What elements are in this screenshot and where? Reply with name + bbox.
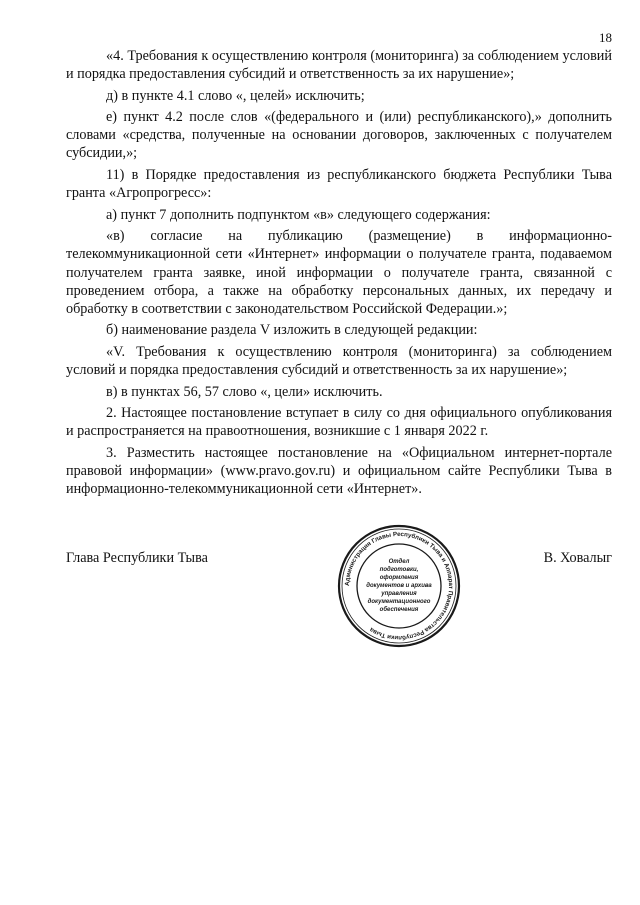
- paragraph: е) пункт 4.2 после слов «(федерального и (или) республиканского),» дополнить словами «средства, полученные на основании договоров, заключенных с получателем субсидии,»;: [66, 109, 612, 162]
- paragraph: «4. Требования к осуществлению контроля (мониторинга) за соблюдением условий и порядка предоставления субсидий и ответственность за их нарушение»;: [66, 48, 612, 83]
- paragraph: «в) согласие на публикацию (размещение) в информационно-телекоммуникационной сети «Интернет» информации о получателе гранта, подаваемом получателем гранта заявке, иной информации о получателе гранта, связанной с проведением отбора, а также на обработку персональных данных, их передачу и обработку в соответствии с законодательством Российской Федерации.»;: [66, 228, 612, 317]
- stamp-line: оформления: [379, 575, 419, 581]
- document-body: [66, 47, 612, 502]
- paragraph: а) пункт 7 дополнить подпунктом «в» следующего содержания:: [106, 206, 491, 223]
- stamp-line: управления: [381, 591, 417, 597]
- official-stamp-icon: [336, 523, 462, 649]
- stamp-outer-text: Администрация Главы Республики Тыва и Аппарат Правительства Республики Тыва: [343, 530, 455, 642]
- paragraph: 11) в Порядке предоставления из республиканского бюджета Республики Тыва гранта «Агропрогресс»:: [66, 167, 612, 202]
- signatory-position: Глава Республики Тыва: [66, 550, 208, 566]
- paragraph: 3. Разместить настоящее постановление на «Официальном интернет-портале правовой информации» (www.pravo.gov.ru) и официальном сайте Республики Тыва в информационно-телекоммуникационной сети «Интернет».: [66, 444, 612, 498]
- paragraph: в) в пунктах 56, 57 слово «, цели» исключить.: [106, 383, 383, 400]
- stamp-line: документационного: [367, 599, 431, 605]
- paragraph: 2. Настоящее постановление вступает в силу со дня официального опубликования и распространяется на правоотношения, возникшие с 1 января 2022 г.: [66, 405, 612, 440]
- paragraph: б) наименование раздела V изложить в следующей редакции:: [106, 322, 478, 339]
- stamp-line: документов и архива: [366, 583, 432, 589]
- stamp-line: обеспечения: [379, 607, 419, 613]
- page-number: 18: [599, 30, 612, 45]
- stamp-line: подготовки,: [379, 567, 419, 573]
- stamp-line: Отдел: [388, 559, 410, 565]
- paragraph: «V. Требования к осуществлению контроля (мониторинга) за соблюдением условий и порядка предоставления субсидий и ответственность за их нарушение»;: [66, 343, 612, 378]
- signatory-name: В. Ховалыг: [543, 550, 612, 566]
- paragraph: д) в пункте 4.1 слово «, целей» исключить;: [106, 87, 365, 104]
